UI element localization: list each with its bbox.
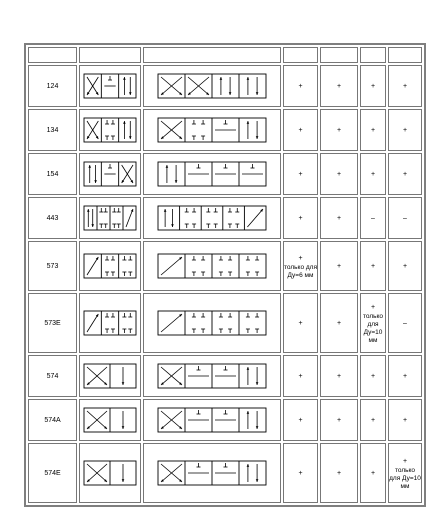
valve-symbol-large: [156, 201, 268, 235]
plus-mark: +: [336, 126, 342, 134]
valve-symbol-large: [156, 69, 268, 103]
availability-cell: [283, 109, 318, 151]
valve-symbol-large-cell: [143, 109, 281, 151]
plus-mark: +: [336, 170, 342, 178]
plus-mark: +: [298, 82, 303, 90]
valve-symbol-large: [156, 456, 268, 490]
table-row: [28, 109, 422, 151]
availability-cell: [360, 241, 386, 291]
availability-cell: [388, 293, 422, 353]
availability-cell: [360, 197, 386, 239]
header-cell-symbol-large: [143, 47, 281, 63]
plus-mark: +: [336, 319, 342, 327]
table-row: [28, 65, 422, 107]
availability-note: только для Ду=6 мм: [284, 263, 317, 279]
plus-mark: +: [402, 262, 408, 270]
valve-code-cell: 574E: [28, 443, 77, 503]
table-row: [28, 443, 422, 503]
availability-cell: [320, 197, 358, 239]
availability-cell: [320, 153, 358, 195]
plus-mark: +: [298, 372, 303, 380]
availability-cell: [283, 197, 318, 239]
valve-symbol-small: [82, 201, 138, 235]
header-cell-symbol-small: [79, 47, 141, 63]
valve-code-cell: 154: [28, 153, 77, 195]
valve-symbol-large-cell: [143, 443, 281, 503]
valve-symbol-small: [82, 113, 138, 147]
valve-symbol-small-cell: [79, 399, 141, 441]
valve-symbol-small: [82, 249, 138, 283]
valve-symbol-large-cell: [143, 65, 281, 107]
valve-symbol-small-cell: [79, 109, 141, 151]
availability-cell: [283, 293, 318, 353]
plus-mark: +: [298, 254, 303, 262]
valve-symbol-small-cell: [79, 355, 141, 397]
availability-cell: [360, 109, 386, 151]
valve-code-cell: 574: [28, 355, 77, 397]
valve-symbol-large-cell: [143, 153, 281, 195]
valve-symbol-large: [156, 403, 268, 437]
plus-mark: +: [298, 170, 303, 178]
plus-mark: +: [336, 372, 342, 380]
valve-symbol-small: [82, 359, 138, 393]
plus-mark: +: [370, 469, 376, 477]
minus-mark: –: [403, 214, 407, 222]
valve-symbol-large-cell: [143, 355, 281, 397]
plus-mark: +: [370, 372, 376, 380]
availability-cell: [360, 65, 386, 107]
valve-symbol-small-cell: [79, 65, 141, 107]
valve-symbol-large: [156, 157, 268, 191]
availability-cell: [283, 443, 318, 503]
header-row: [28, 47, 422, 63]
header-cell-col1: [283, 47, 318, 63]
availability-cell: [320, 241, 358, 291]
valve-symbol-small: [82, 306, 138, 340]
availability-cell: [360, 355, 386, 397]
valve-spec-table: [24, 43, 426, 507]
plus-mark: +: [402, 126, 408, 134]
valve-code-cell: 124: [28, 65, 77, 107]
availability-cell: [388, 65, 422, 107]
availability-cell: [360, 443, 386, 503]
availability-cell: [283, 153, 318, 195]
availability-cell: [388, 443, 422, 503]
valve-symbol-small: [82, 157, 138, 191]
availability-cell: [283, 65, 318, 107]
plus-mark: +: [402, 82, 408, 90]
table-row: [28, 355, 422, 397]
availability-cell: [320, 399, 358, 441]
valve-code-cell: 443: [28, 197, 77, 239]
valve-symbol-small-cell: [79, 443, 141, 503]
availability-cell: [283, 399, 318, 441]
minus-mark: –: [403, 319, 407, 327]
plus-mark: +: [298, 416, 303, 424]
minus-mark: –: [371, 214, 375, 222]
availability-cell: [320, 109, 358, 151]
table-row: [28, 197, 422, 239]
valve-symbol-small: [82, 403, 138, 437]
valve-code-cell: 573: [28, 241, 77, 291]
header-cell-code: [28, 47, 77, 63]
plus-mark: +: [336, 469, 342, 477]
valve-symbol-small: [82, 69, 138, 103]
availability-cell: [360, 399, 386, 441]
availability-cell: [360, 153, 386, 195]
availability-cell: [388, 153, 422, 195]
header-cell-col2: [320, 47, 358, 63]
valve-symbol-small-cell: [79, 293, 141, 353]
availability-note: только для Ду=10 мм: [362, 312, 384, 344]
valve-symbol-large-cell: [143, 241, 281, 291]
plus-mark: +: [370, 262, 376, 270]
plus-mark: +: [402, 372, 408, 380]
valve-symbol-large: [156, 113, 268, 147]
valve-symbol-large: [156, 359, 268, 393]
availability-cell: [283, 355, 318, 397]
availability-cell: [283, 241, 318, 291]
header-cell-col4: [388, 47, 422, 63]
plus-mark: +: [370, 126, 376, 134]
plus-mark: +: [336, 262, 342, 270]
plus-mark: +: [336, 416, 342, 424]
valve-code-cell: 573E: [28, 293, 77, 353]
plus-mark: +: [402, 170, 408, 178]
availability-cell: [320, 443, 358, 503]
valve-symbol-large-cell: [143, 399, 281, 441]
availability-cell: [388, 197, 422, 239]
valve-symbol-small: [82, 456, 138, 490]
availability-cell: [320, 293, 358, 353]
availability-cell: [320, 355, 358, 397]
valve-symbol-small-cell: [79, 153, 141, 195]
availability-cell: [320, 65, 358, 107]
plus-mark: +: [370, 416, 376, 424]
availability-cell: [388, 355, 422, 397]
plus-mark: +: [298, 126, 303, 134]
plus-mark: +: [370, 170, 376, 178]
table-row: [28, 241, 422, 291]
availability-cell: [360, 293, 386, 353]
valve-code-cell: 574A: [28, 399, 77, 441]
valve-symbol-small-cell: [79, 241, 141, 291]
valve-symbol-large: [156, 306, 268, 340]
plus-mark: +: [370, 82, 376, 90]
plus-mark: +: [402, 457, 408, 465]
valve-symbol-large-cell: [143, 293, 281, 353]
availability-cell: [388, 109, 422, 151]
header-cell-col3: [360, 47, 386, 63]
table-row: [28, 293, 422, 353]
plus-mark: +: [336, 82, 342, 90]
plus-mark: +: [298, 469, 303, 477]
plus-mark: +: [370, 303, 376, 311]
plus-mark: +: [298, 214, 303, 222]
table-row: [28, 153, 422, 195]
availability-note: только для Ду=10 мм: [389, 466, 421, 490]
valve-symbol-small-cell: [79, 197, 141, 239]
valve-code-cell: 134: [28, 109, 77, 151]
plus-mark: +: [402, 416, 408, 424]
valve-symbol-large-cell: [143, 197, 281, 239]
table-row: [28, 399, 422, 441]
valve-symbol-large: [156, 249, 268, 283]
availability-cell: [388, 241, 422, 291]
plus-mark: +: [336, 214, 342, 222]
plus-mark: +: [298, 319, 303, 327]
availability-cell: [388, 399, 422, 441]
